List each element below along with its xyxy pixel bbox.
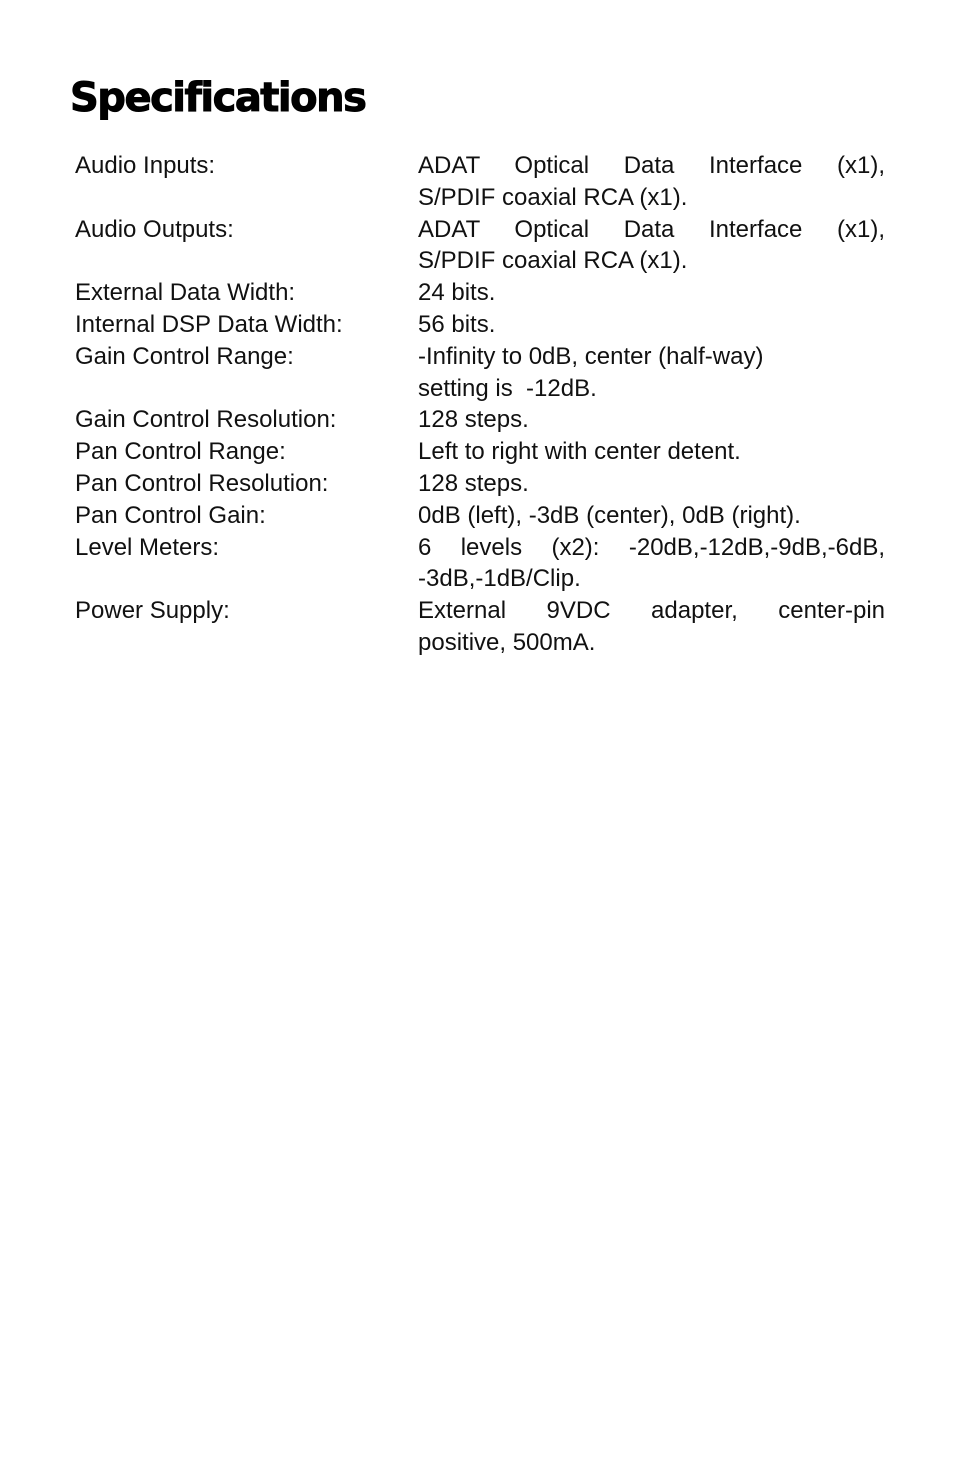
spec-value [418, 532, 885, 596]
spec-value-line: S/PDIF coaxial RCA (x1). [418, 247, 688, 275]
spec-row-external-data-width [75, 277, 885, 309]
spec-label: Level Meters: [75, 533, 220, 561]
spec-value [418, 150, 885, 214]
spec-value [418, 214, 885, 278]
spec-value [418, 436, 885, 468]
spec-label: Audio Outputs: [75, 215, 234, 243]
specifications-list [75, 150, 885, 659]
spec-label: Power Supply: [75, 597, 230, 625]
spec-value-line: 128 steps. [418, 406, 529, 434]
spec-label: Gain Control Range: [75, 342, 294, 370]
spec-value-line: 6 levels (x2): -20dB,-12dB,-9dB,-6dB, [418, 533, 885, 561]
page-title: Specifications [70, 75, 366, 121]
spec-value-line: -3dB,-1dB/Clip. [418, 565, 581, 593]
spec-row-gain-control-resolution [75, 404, 885, 436]
spec-row-pan-control-gain [75, 500, 885, 532]
spec-row-power-supply [75, 595, 885, 659]
spec-label: Gain Control Resolution: [75, 406, 337, 434]
spec-value-line: setting is -12dB. [418, 374, 597, 402]
spec-value-line: 128 steps. [418, 469, 529, 497]
spec-row-gain-control-range [75, 341, 885, 405]
spec-value [418, 404, 885, 436]
spec-label: Audio Inputs: [75, 152, 216, 179]
spec-row-audio-outputs [75, 214, 885, 278]
spec-value [418, 309, 885, 341]
spec-value-line: Left to right with center detent. [418, 438, 741, 466]
spec-label: Pan Control Gain: [75, 501, 266, 529]
spec-label: External Data Width: [75, 279, 296, 307]
spec-value [418, 277, 885, 309]
spec-row-level-meters [75, 532, 885, 596]
spec-label: Pan Control Resolution: [75, 469, 329, 497]
spec-value-line: 0dB (left), -3dB (center), 0dB (right). [418, 501, 801, 529]
spec-value-line: ADAT Optical Data Interface (x1), [418, 152, 885, 179]
spec-row-pan-control-resolution [75, 468, 885, 500]
spec-value-line: 56 bits. [418, 310, 496, 338]
spec-value [418, 341, 885, 405]
spec-value-line: External 9VDC adapter, center-pin [418, 597, 885, 625]
spec-value-line: -Infinity to 0dB, center (half-way) [418, 342, 764, 370]
spec-value [418, 595, 885, 659]
spec-value [418, 500, 885, 532]
spec-label: Internal DSP Data Width: [75, 310, 343, 338]
spec-value-line: positive, 500mA. [418, 628, 596, 656]
spec-value-line: ADAT Optical Data Interface (x1), [418, 215, 885, 243]
spec-row-pan-control-range [75, 436, 885, 468]
spec-row-audio-inputs [75, 150, 885, 214]
spec-row-internal-dsp-data-width [75, 309, 885, 341]
spec-value-line: 24 bits. [418, 279, 496, 307]
spec-value [418, 468, 885, 500]
spec-label: Pan Control Range: [75, 438, 286, 466]
spec-value-line: S/PDIF coaxial RCA (x1). [418, 183, 688, 211]
